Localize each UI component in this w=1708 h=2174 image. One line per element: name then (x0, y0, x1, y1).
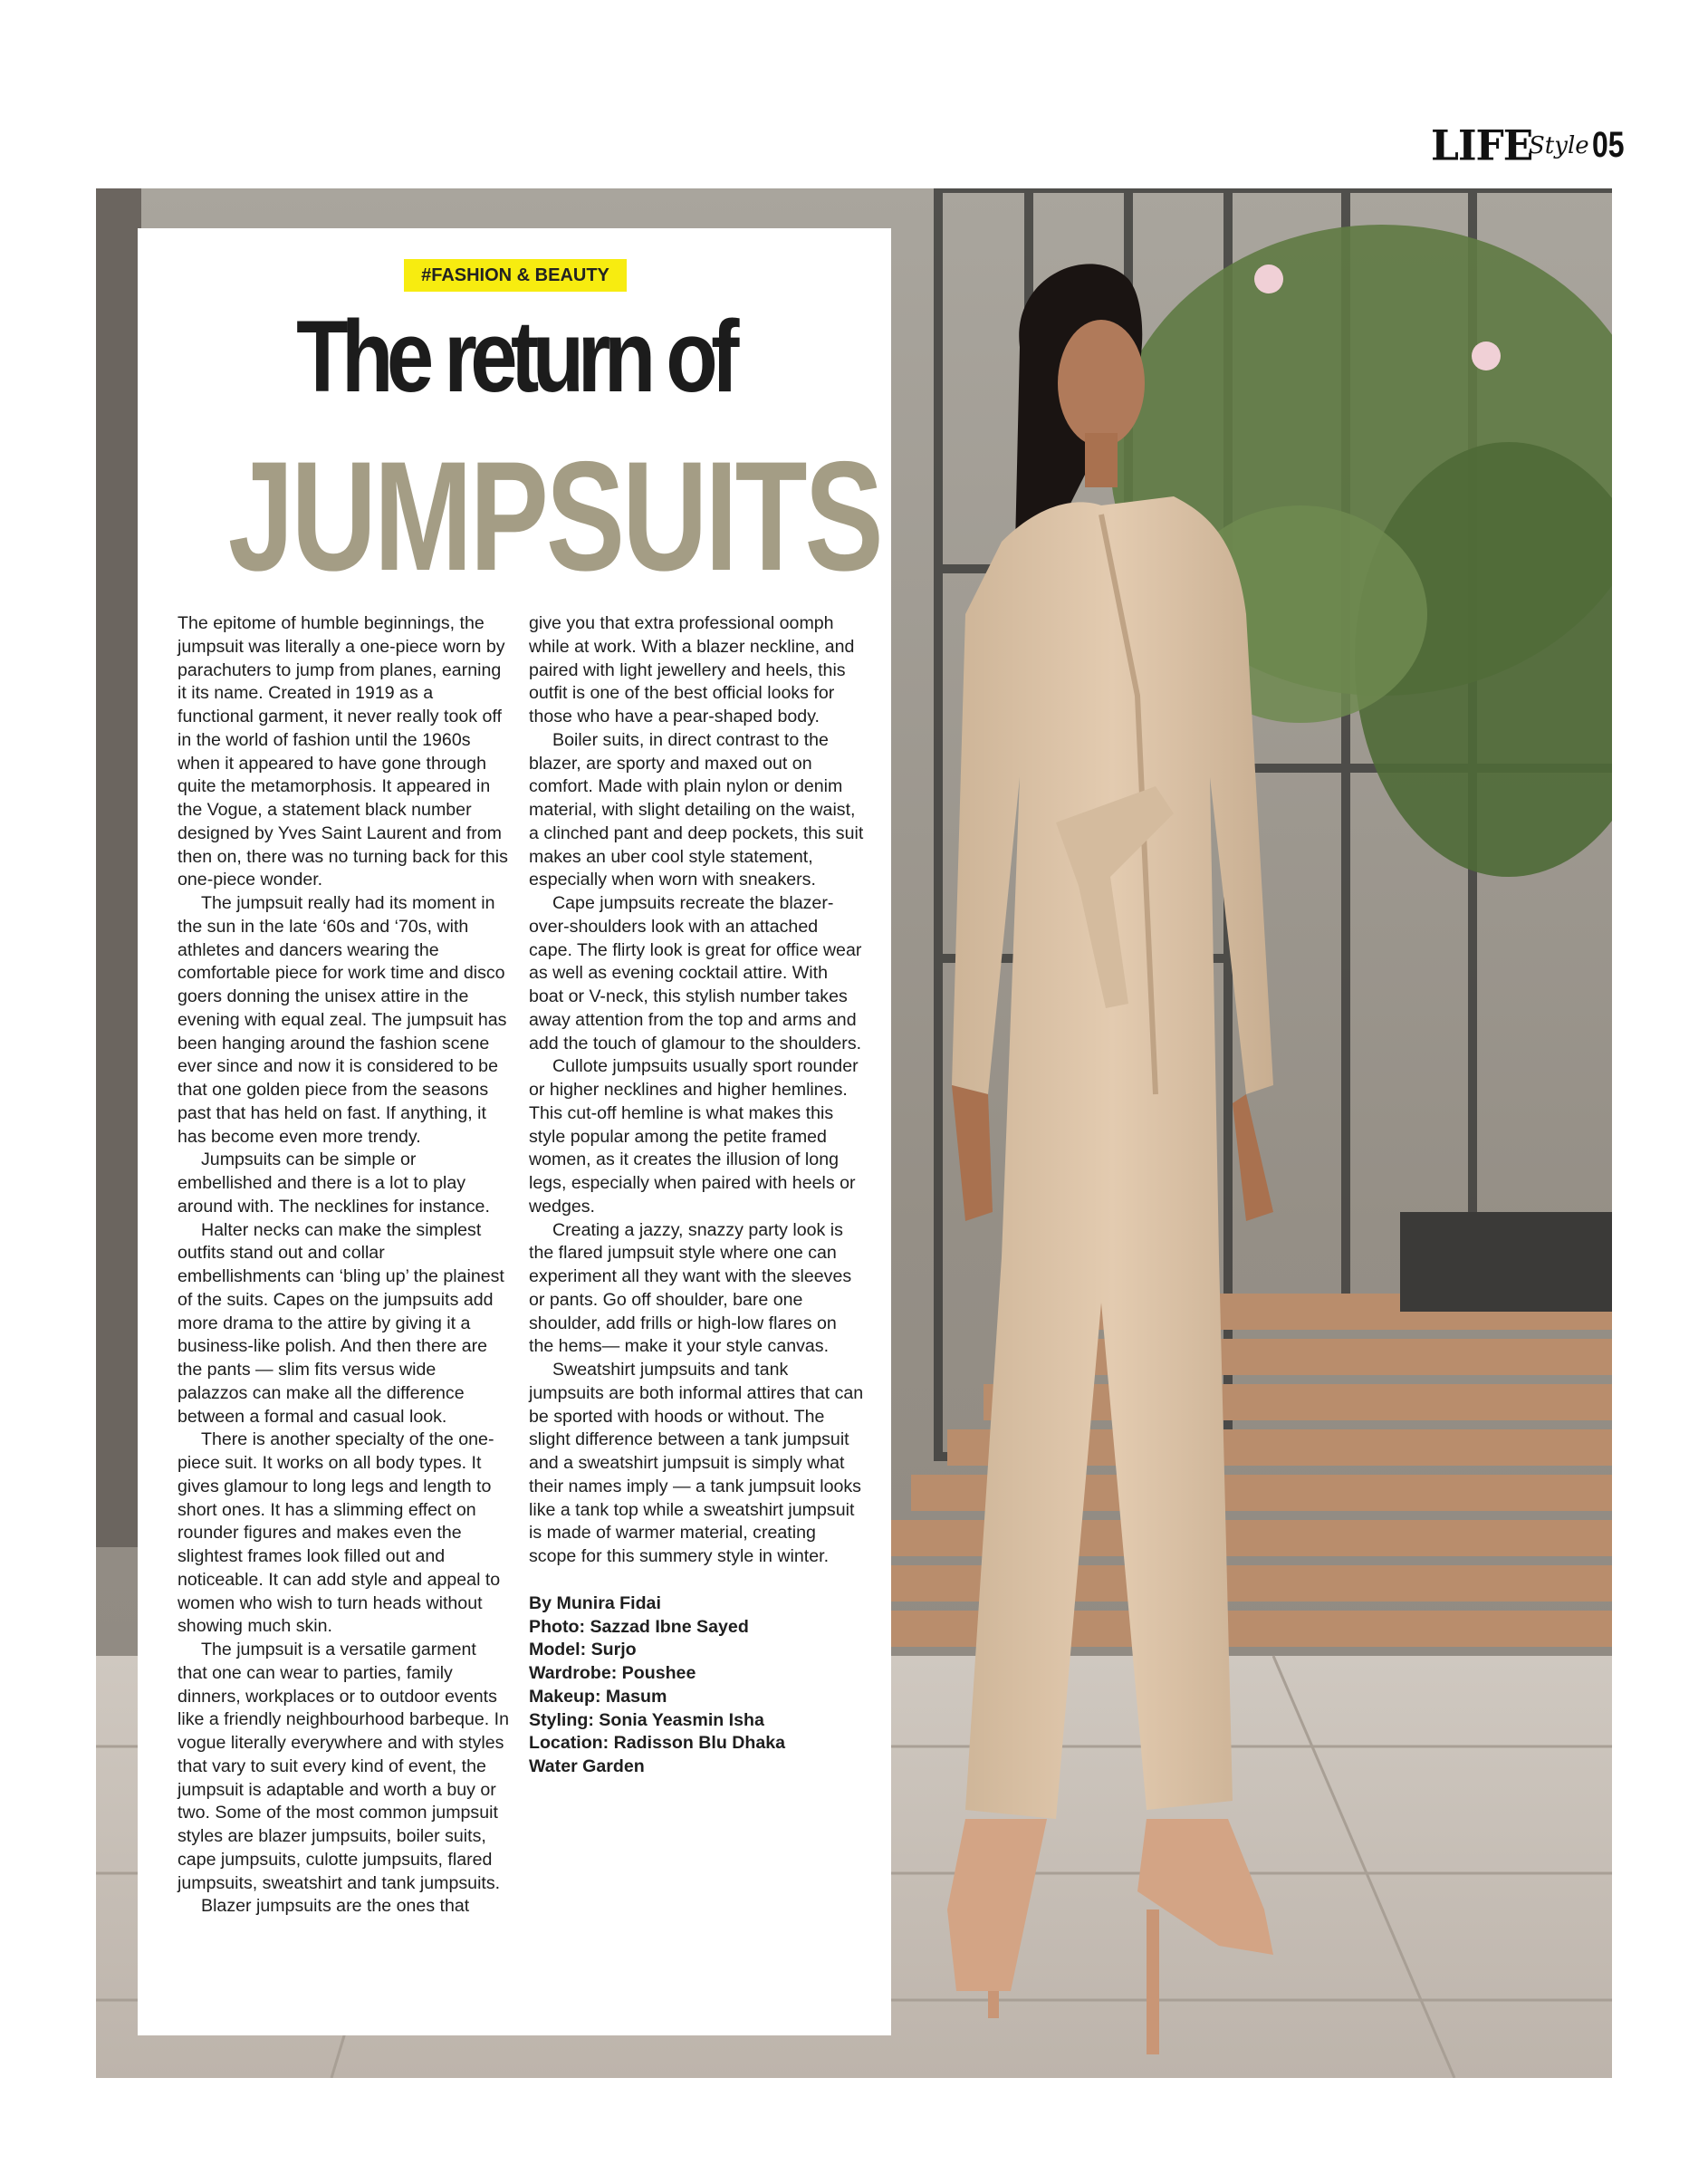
paragraph: Cullote jumpsuits usually sport rounder or higher necklines and higher hemlines. This cut-off hemline is what makes this style popular among the petite framed women, as it creates the illusion of long legs, especially when paired with heels or wedges. (529, 1056, 859, 1217)
paragraph: Blazer jumpsuits are the ones that (201, 1896, 470, 1917)
headline-line-1: The return of (296, 300, 733, 413)
article-column-1 (178, 612, 509, 1919)
credit-model: Model: Surjo (529, 1640, 637, 1660)
paragraph: Sweatshirt jumpsuits and tank jumpsuits are both informal attires that can be sported with hoods or without. The slight difference between a tank jumpsuit and a sweatshirt jumpsuit is simply what their names imply — a tank jumpsuit looks like a tank top while a sweatshirt jumpsuit is made of warmer material, creating scope for this summery style in winter. (529, 1360, 864, 1566)
life-logo: LIFE (1431, 121, 1533, 171)
paragraph: The epitome of humble beginnings, the jumpsuit was literally a one-piece worn by parachuters to jump from planes, earning it its name. Created in 1919 as a functional garment, it never really took off in the world of fashion until the 1960s when it appeared to have gone through quite the metamorphosis. It appeared in the Vogue, a statement black number designed by Yves Saint Laurent and from then on, there was no turning back for this one-piece wonder. (178, 613, 508, 890)
article-panel (138, 228, 891, 2035)
paragraph: Creating a jazzy, snazzy party look is the flared jumpsuit style where one can experiment all they want with the sleeves or pants. Go off shoulder, bare one shoulder, add frills or high-low flares on the hems— make it your style canvas. (529, 1219, 852, 1357)
credit-location: Location: Radisson Blu Dhaka (529, 1733, 786, 1754)
paragraph: Jumpsuits can be simple or embellished and there is a lot to play around with. The necklines for instance. (178, 1150, 490, 1217)
style-logo-script: Style (1529, 132, 1589, 159)
credit-photo: Photo: Sazzad Ibne Sayed (529, 1616, 749, 1637)
section-tag: #FASHION & BEAUTY (404, 259, 627, 292)
paragraph: Cape jumpsuits recreate the blazer-over-shoulders look with an attached cape. The flirty look is great for office wear as well as evening cocktail attire. With boat or V-neck, this stylish number takes away attention from the top and arms and add the touch of glamour to the shoulders. (529, 893, 862, 1053)
article-column-2 (529, 612, 864, 1779)
credit-makeup: Makeup: Masum (529, 1686, 667, 1707)
paragraph: Halter necks can make the simplest outfits stand out and collar embellishments can ‘bling up’ the plainest of the suits. Capes on the jumpsuits add more drama to the attire by giving it a business-like polish. And then there are the pants — slim fits versus wide palazzos can make all the difference between a formal and casual look. (178, 1219, 504, 1427)
credit-styling: Styling: Sonia Yeasmin Isha (529, 1709, 764, 1730)
paragraph: There is another specialty of the one-piece suit. It works on all body types. It gives glamour to long legs and length to short ones. It has a slimming effect on rounder figures and makes even the slightest frames look filled out and noticeable. It can add style and appeal to women who wish to turn heads without showing much skin. (178, 1429, 501, 1637)
paragraph: The jumpsuit is a versatile garment that one can wear to parties, family dinners, workplaces or to outdoor events like a friendly neighbourhood barbeque. In vogue literally everywhere and with styles that vary to suit every kind of event, the jumpsuit is adaptable and worth a buy or two. Some of the most common jumpsuit styles are blazer jumpsuits, boiler suits, cape jumpsuits, culotte jumpsuits, flared jumpsuits, sweatshirt and tank jumpsuits. (178, 1640, 510, 1893)
paragraph: The jumpsuit really had its moment in the sun in the late ‘60s and ‘70s, with athletes and dancers wearing the comfortable piece for work time and disco goers donning the unisex attire in the evening with equal zeal. The jumpsuit has been hanging around the fashion scene ever since and now it is considered to be that one golden piece from the seasons past that has held on fast. If anything, it has become even more trendy. (178, 893, 507, 1147)
page-number: 05 (1592, 125, 1625, 165)
paragraph: give you that extra professional oomph while at work. With a blazer neckline, and paired with light jewellery and heels, this outfit is one of the best official looks for those who have a pear-shaped body. (529, 613, 855, 726)
headline-line-2: JUMPSUITS (227, 429, 881, 603)
byline: By Munira Fidai (529, 1592, 661, 1613)
credits-block (529, 1592, 864, 1779)
masthead (1422, 120, 1648, 174)
paragraph: Boiler suits, in direct contrast to the blazer, are sporty and maxed out on comfort. Made with plain nylon or denim material, with slight detailing on the waist, a clinched pant and deep pockets, this suit makes an uber cool style statement, especially when worn with sneakers. (529, 729, 864, 890)
credit-location-cont: Water Garden (529, 1756, 645, 1776)
credit-wardrobe: Wardrobe: Poushee (529, 1663, 696, 1683)
